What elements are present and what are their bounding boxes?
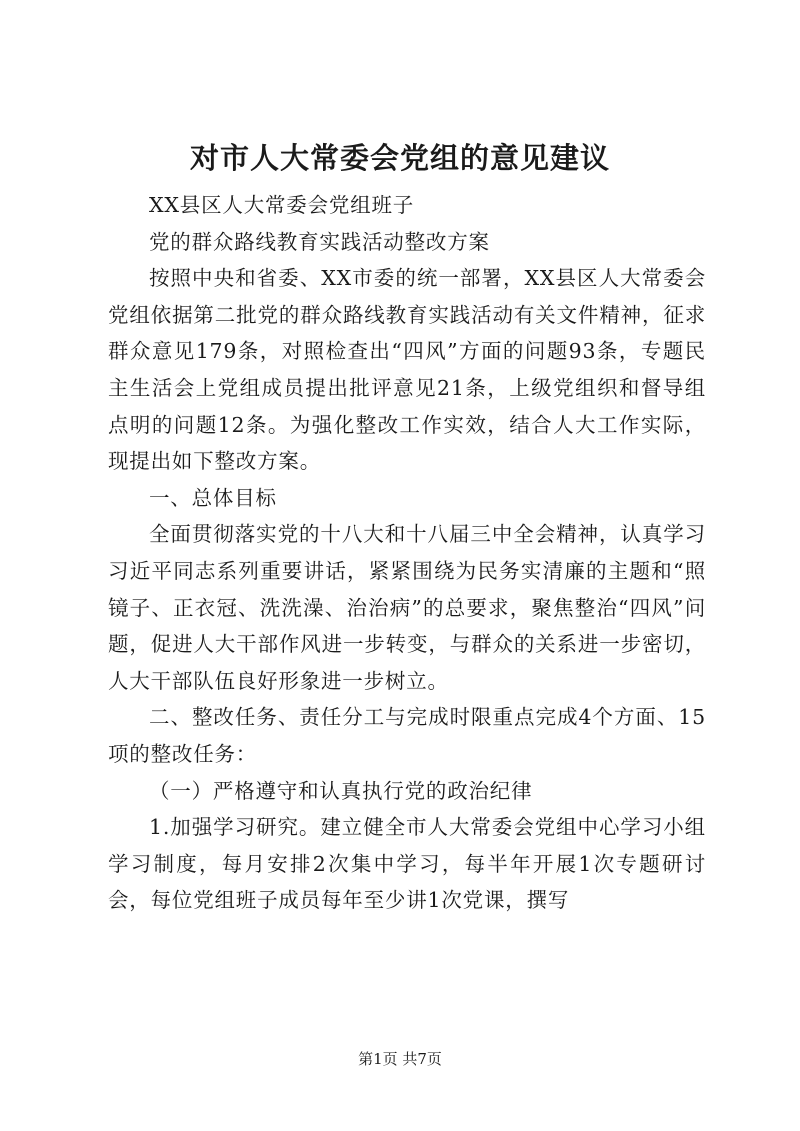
document-body (108, 187, 706, 919)
heading-line-2: 党的群众路线教育实践活动整改方案 (149, 229, 490, 254)
paragraph-study: 1.加强学习研究。建立健全市人大常委会党组中心学习小组学习制度，每月安排2次集中学习，每半年开展1次专题研讨会，每位党组班子成员每年至少讲1次党课，撰写 (108, 815, 706, 913)
document-title: 对市人大常委会党组的意见建议 (189, 141, 610, 175)
page-footer: 第1页 共7页 (358, 1050, 442, 1068)
heading-line-1: XX县区人大常委会党组班子 (149, 193, 415, 217)
paragraph-intro: 按照中央和省委、XX市委的统一部署，XX县区人大常委会党组依据第二批党的群众路线教育实践活动有关文件精神，征求群众意见179条，对照检查出“四风”方面的问题93条，专题民主生活会上党组成员提出批评意见21条，上级党组织和督导组点明的问题12条。为强化整改工作实效，结合人大工作实际，现提出如下整改方案。 (108, 266, 706, 474)
section-heading-tasks: 二、整改任务、责任分工与完成时限重点完成4个方面、15项的整改任务： (108, 705, 706, 766)
subsection-heading-discipline: （一）严格遵守和认真执行党的政治纪律 (149, 778, 533, 803)
section-heading-goal: 一、总体目标 (149, 485, 277, 510)
paragraph-goal: 全面贯彻落实党的十八大和十八届三中全会精神，认真学习习近平同志系列重要讲话，紧紧围绕为民务实清廉的主题和“照镜子、正衣冠、洗洗澡、治治病”的总要求，聚焦整治“四风”问题，促进人大干部作风进一步转变，与群众的关系进一步密切，人大干部队伍良好形象进一步树立。 (108, 522, 706, 693)
